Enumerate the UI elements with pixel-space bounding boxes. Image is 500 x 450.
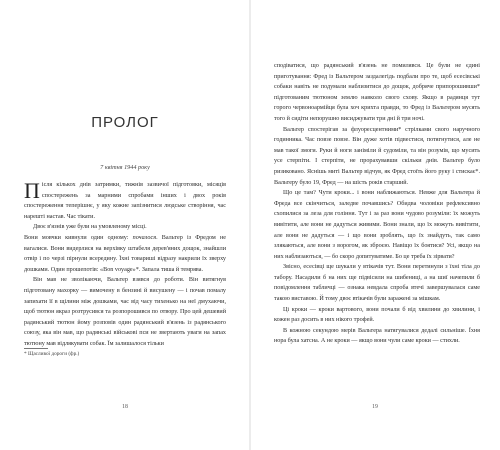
footnote-rule (24, 348, 48, 349)
paragraph: Вони мовчки кивнули один одному: почалося. Вальтер із Фредом не вагалися. Вони видерлися на верхівку штабеля дерев'яних дощок, знайшли отвір і по черзі пірнули всередину. Їхні товариші відразу накрили їх зверху дошками. Один прошепотів: «Bon voyage»*. Запала тиша й темрява. (24, 234, 226, 273)
paragraph: Після кількох днів затримки, тижнів зазвичої підготовки, місяців спостережень за марними спробами інших і двох років спостереження теперішнє, у яку кожне запізнитися людське створіння, час нарешті настав. Час тікати. (24, 178, 226, 220)
right-body-text (274, 61, 480, 347)
paragraph: Вальтер спостерігав за флуоресцентними* стрілками свого наручного годинника. Час повзе повзе. Він дуже хотів підвестися, потягнутися, але не мав такої змоги. Руки й ноги заніміли й судоміли, та він розумів, що мусить усе стерпіти. І стерпіти, не прорахувавши скільки днів. Вальтер було ризиковано. Яснішь миті Вальтер відчув, як Фред стоїть його руку і стискає*. Вальтеру було 19, Фред — на шість років старший. (274, 126, 480, 186)
footnote: * Щасливої дороги (фр.) (24, 351, 80, 357)
drop-cap: П (24, 178, 40, 203)
paragraph: В кожною секундою мерів Вальтера натягувалися дедалі сильніше. Їхня нора була хатсна. А не кроки — якщо вони чули саме кроки — стихли. (274, 327, 480, 345)
paragraph: Що це там? Чути кроки... і вони наближаються. Невже для Вальтера й Фреда все скінчиться, заледве почавшись? Обидва чоловіки рефлексивно схопилися за леза для гоління. Тут і за раз вони чудово розуміли: їх можуть вивітити, але вони не дадуться живими. Вони знали, що їх можуть вивітити, але вони не дадуться — і що вони зроблять, що їх знайдуть, так само злякаються, але вони з ворогом, як зброєю. Навіщо їх боятися? Усі, якщо на них наблизаються, — бо скоро допитуватиме. Бо це треба їх зірвати? (274, 190, 480, 260)
chapter-heading: ПРОЛОГ (91, 114, 159, 131)
page-number: 19 (372, 404, 378, 410)
paragraph: сподіватися, що радянський в'язень не помилявся. Це були не єдині приготування: Фред із Вальтером заздалегідь подбали про те, щоб есесівські собаки навіть не подумали наблизитися до дощок, добряче припорошивши* підготованим тютюном землю навколо свого схову. Якщо в радянця тут горого червоноармійця була хоч крихта правди, то Фред із Вальтером мусять того й сидіти непорушно висиджувати три дні й три ночі. (274, 63, 480, 122)
paragraph: Він мав не зволікаючи, Вальтер взявся до роботи. Він витягнув підготовану махорку — вимочену в бензині й висушену — і почав помалу запихати її в щілини між дошками, час від часу тихенько на неї дмухаючи, щоб тютюн якраз розтрусився та розпорошився по отвору. Про цей дешевий радянський тютюн йому розповів один радянський в'язень із радянського союзу, яка він мав, що радянські військові пси не звертають уваги на запах тютюну мав відлякувати собак. Їм залишалося тільки (24, 277, 226, 347)
paragraph: Ці кроки — кроки вартового, вони почали б від хвилини до хвилини, і кожен раз досить в них нікого трофей. (274, 306, 480, 324)
paragraph: Звісно, есесівці ще шукали у втікачів тут. Вони перетинули з їхні тіла до табору. Насадили б на них ще підвісили на шибениці, а на шиї начепили б повідомлення табличці — ознака невдала спроба втечі завершувалася саме такою виставою. Й тому двоє втікачів були заражені за мішкам. (274, 264, 480, 303)
page-number: 18 (122, 404, 128, 410)
left-body-text (24, 180, 226, 350)
paragraph: Двоє в'язнів уже були на умовленому місці. (33, 224, 147, 231)
right-page (250, 0, 500, 450)
chapter-date: 7 квітня 1944 року (100, 164, 150, 171)
